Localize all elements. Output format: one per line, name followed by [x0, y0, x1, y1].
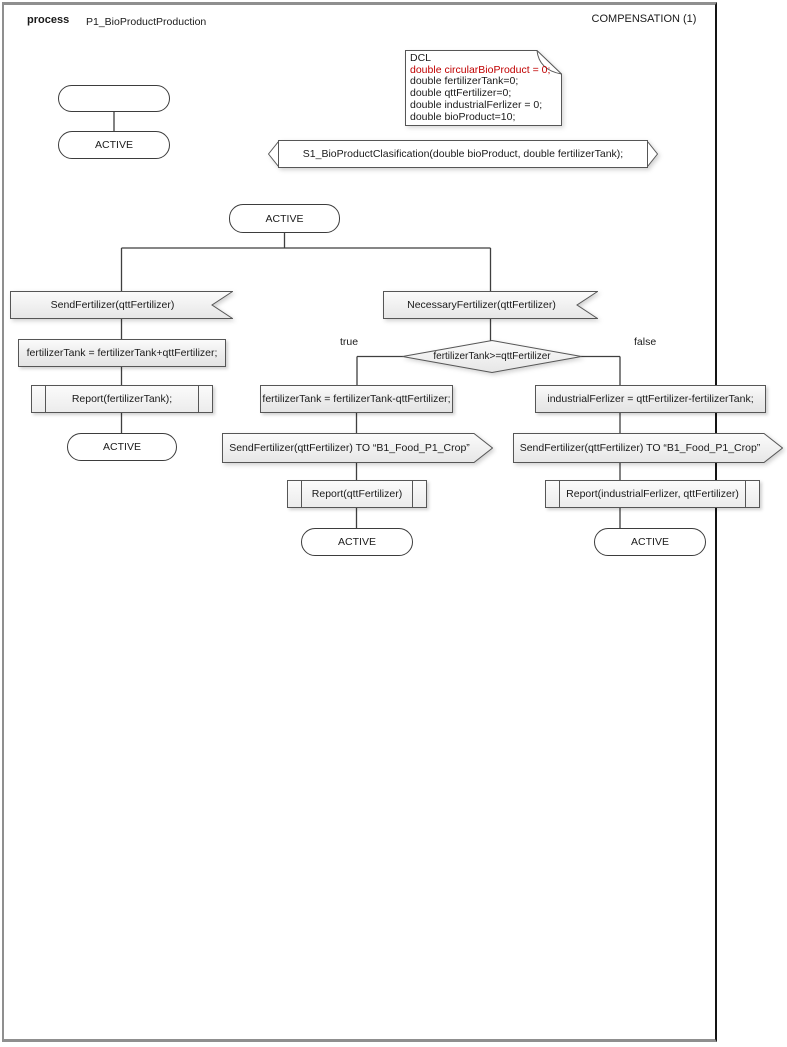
page-title: COMPENSATION (1): [591, 13, 697, 25]
start-symbol[interactable]: [58, 85, 170, 112]
signal-declaration[interactable]: S1_BioProductClasification(double bioProduct, double fertilizerTank);: [268, 140, 658, 168]
dcl-keyword: DCL: [410, 52, 432, 64]
input-necessary-fertilizer[interactable]: NecessaryFertilizer(qttFertilizer): [383, 291, 598, 319]
task-add-fertilizer[interactable]: fertilizerTank = fertilizerTank+qttFertilizer;: [18, 339, 226, 367]
dcl-line: double bioProduct=10;: [410, 110, 516, 123]
input-send-fertilizer[interactable]: SendFertilizer(qttFertilizer): [10, 291, 233, 319]
process-keyword: process: [27, 14, 70, 26]
dcl-line: double circularBioProduct = 0;: [410, 63, 551, 76]
state-left-end[interactable]: ACTIVE: [67, 433, 177, 461]
output-send-to-crop-true[interactable]: SendFertilizer(qttFertilizer) TO “B1_Food_P1_Crop”: [222, 433, 493, 463]
procedure-report-tank[interactable]: Report(fertilizerTank);: [31, 385, 213, 413]
task-subtract-fertilizer[interactable]: fertilizerTank = fertilizerTank-qttFertilizer;: [260, 385, 453, 413]
state-true-end[interactable]: ACTIVE: [301, 528, 413, 556]
dcl-line: double fertilizerTank=0;: [410, 75, 519, 88]
dcl-line: double industrialFerlizer = 0;: [410, 98, 543, 111]
decision-false-label: false: [634, 336, 657, 348]
procedure-report-qtt[interactable]: Report(qttFertilizer): [287, 480, 427, 508]
output-send-to-crop-false[interactable]: SendFertilizer(qttFertilizer) TO “B1_Food_P1_Crop”: [513, 433, 783, 463]
decision-true-label: true: [340, 336, 359, 348]
procedure-report-industrial[interactable]: Report(industrialFerlizer, qttFertilizer): [545, 480, 760, 508]
declaration-note[interactable]: [405, 50, 562, 126]
dcl-line: double qttFertilizer=0;: [410, 87, 512, 100]
state-initial[interactable]: ACTIVE: [58, 131, 170, 159]
decision-fertilizer-compare[interactable]: fertilizerTank>=qttFertilizer: [402, 340, 582, 373]
state-false-end[interactable]: ACTIVE: [594, 528, 706, 556]
process-name: P1_BioProductProduction: [86, 16, 207, 28]
state-main[interactable]: ACTIVE: [229, 204, 340, 233]
task-industrial-fertilizer[interactable]: industrialFerlizer = qttFertilizer-fertilizerTank;: [535, 385, 766, 413]
